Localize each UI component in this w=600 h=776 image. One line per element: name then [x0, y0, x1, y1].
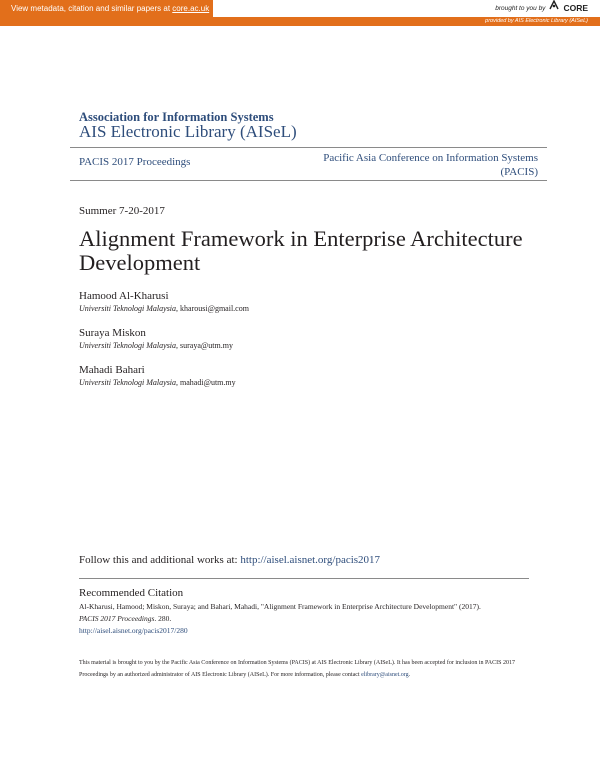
core-logo-text: CORE: [563, 3, 588, 13]
author-affiliation: Universiti Teknologi Malaysia, mahadi@utm.my: [79, 378, 236, 387]
author-affiliation: Universiti Teknologi Malaysia, suraya@utm.my: [79, 341, 233, 350]
author-institution: Universiti Teknologi Malaysia: [79, 341, 177, 350]
citation-number: . 280.: [154, 614, 172, 623]
core-metadata-prefix: View metadata, citation and similar papers at: [11, 4, 173, 13]
paper-title: Alignment Framework in Enterprise Architecture Development: [79, 226, 523, 275]
access-note-text: This material is brought to you by the Pacific Asia Conference on Information Systems (PACIS) at AIS Electronic Library (AISeL). It has been accepted for inclusion in PACIS 2017 Proceedings by an authorized administrator of AIS Electronic Library (AISeL). For more information, please contact: [79, 660, 515, 678]
conference-line-2: (PACIS): [500, 166, 538, 178]
access-note-end: .: [408, 672, 411, 678]
author-institution: Universiti Teknologi Malaysia: [79, 304, 177, 313]
citation-text: [79, 601, 529, 637]
contact-email-link[interactable]: elibrary@aisnet.org: [361, 672, 409, 678]
brought-by-text: brought to you by: [495, 5, 546, 12]
author-institution: Universiti Teknologi Malaysia: [79, 378, 177, 387]
author-block: [79, 327, 233, 352]
conference-line-1: Pacific Asia Conference on Information Systems: [323, 152, 538, 164]
follow-text: Follow this and additional works at:: [79, 554, 241, 566]
library-title[interactable]: AIS Electronic Library (AISeL): [79, 122, 297, 141]
author-name: Mahadi Bahari: [79, 364, 145, 376]
citation-url-link[interactable]: http://aisel.aisnet.org/pacis2017/280: [79, 626, 188, 635]
author-name: Suraya Miskon: [79, 327, 146, 339]
core-banner: [0, 0, 600, 26]
author-block: [79, 290, 249, 315]
author-block: [79, 364, 236, 389]
author-email[interactable]: kharousi@gmail.com: [180, 304, 249, 313]
core-provider-strip: [0, 17, 600, 26]
proceedings-link[interactable]: PACIS 2017 Proceedings: [79, 156, 191, 168]
follow-line: [79, 554, 380, 566]
author-affiliation: Universiti Teknologi Malaysia, kharousi@gmail.com: [79, 304, 249, 313]
follow-url-link[interactable]: http://aisel.aisnet.org/pacis2017: [240, 554, 381, 566]
recommended-citation-heading: Recommended Citation: [79, 587, 184, 599]
conference-link[interactable]: [300, 151, 538, 179]
core-top-bar: [0, 0, 600, 17]
core-logo-icon: [548, 0, 560, 18]
core-metadata-bar[interactable]: [0, 0, 213, 17]
core-provider-text: provided by AIS Electronic Library (AISeL): [485, 18, 588, 24]
author-email[interactable]: mahadi@utm.my: [180, 378, 236, 387]
publication-date: Summer 7-20-2017: [79, 205, 165, 217]
citation-journal: PACIS 2017 Proceedings: [79, 614, 155, 623]
divider-bottom: [70, 180, 547, 181]
access-note: [79, 657, 529, 681]
core-brought-by: [495, 0, 588, 17]
author-email[interactable]: suraya@utm.my: [180, 341, 233, 350]
divider-top: [70, 147, 547, 148]
core-link[interactable]: core.ac.uk: [172, 4, 210, 13]
citation-body: Al-Kharusi, Hamood; Miskon, Suraya; and Bahari, Mahadi, "Alignment Framework in Enterprise Architecture Development" (2017).: [79, 602, 481, 611]
author-name: Hamood Al-Kharusi: [79, 290, 169, 302]
association-title[interactable]: Association for Information Systems: [79, 110, 274, 124]
citation-divider: [79, 578, 529, 579]
